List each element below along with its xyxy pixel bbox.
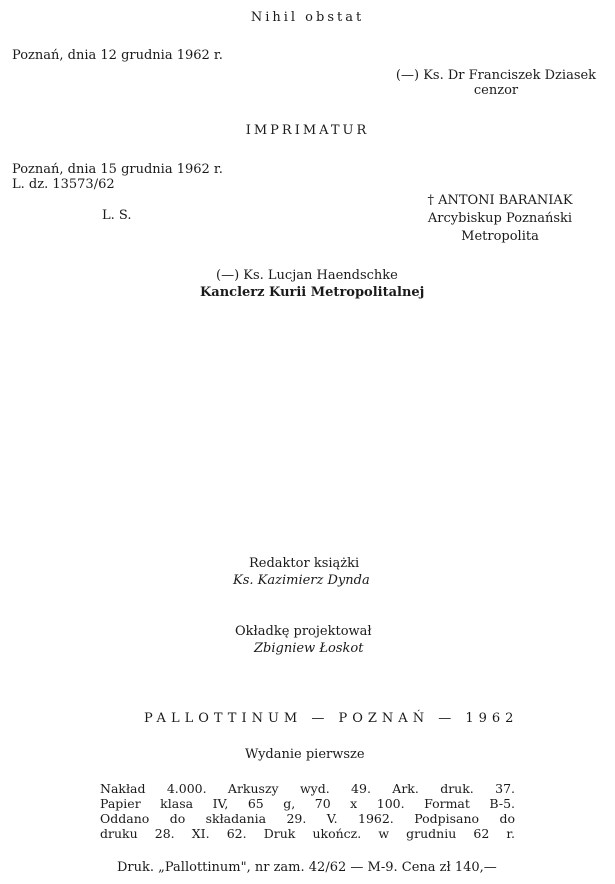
reference-number: L. dz. 13573/62 [12,177,115,192]
publisher-line: PALLOTTINUM — POZNAŃ — 1962 [144,711,519,726]
imprint-line: Papier klasa IV, 65 g, 70 x 100. Format B-5. [100,796,515,811]
editor-label: Redaktor książki [249,556,360,571]
nihil-obstat-heading: Nihil obstat [250,10,365,25]
chancellor-role: Kanclerz Kurii Metropolitalnej [200,285,425,300]
chancellor-name: (—) Ks. Lucjan Haendschke [216,268,398,283]
edition-label: Wydanie pierwsze [245,747,365,762]
cover-label: Okładkę projektował [235,624,372,639]
nihil-obstat-date: Poznań, dnia 12 grudnia 1962 r. [12,48,223,63]
censor-role: cenzor [473,83,519,98]
printing-info: Druk. „Pallottinum", nr zam. 42/62 — M-9. Cena zł 140,— [117,860,497,875]
imprint-line: Oddano do składania 29. V. 1962. Podpisano do [100,811,515,826]
cover-designer: Zbigniew Łoskot [254,641,364,656]
censor-name: (—) Ks. Dr Franciszek Dziasek [395,68,597,83]
bishop-name: † ANTONI BARANIAK [427,193,573,208]
imprimatur-heading: IMPRIMATUR [245,123,370,138]
locus-sigilli: L. S. [102,208,132,223]
bishop-role: Metropolita [461,229,539,244]
imprint-line: Nakład 4.000. Arkuszy wyd. 49. Ark. druk. 37. [100,781,515,796]
imprimatur-date: Poznań, dnia 15 grudnia 1962 r. [12,162,223,177]
print-run-details [100,781,515,841]
editor-name: Ks. Kazimierz Dynda [233,573,370,588]
imprint-line: druku 28. XI. 62. Druk ukończ. w grudniu 62 r. [100,826,515,841]
bishop-title: Arcybiskup Poznański [427,211,573,226]
